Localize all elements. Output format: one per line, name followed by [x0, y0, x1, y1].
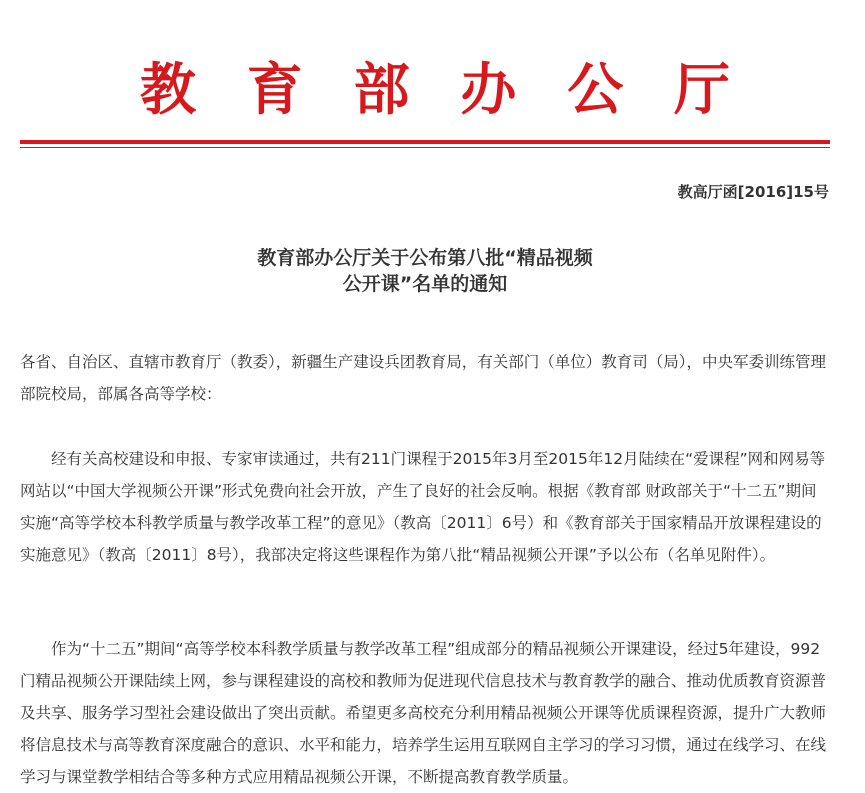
masthead-char: 育: [246, 57, 303, 123]
document-title-line-2: 公开课”名单的通知: [342, 273, 508, 295]
masthead-title: [140, 50, 730, 130]
body-paragraph: 经有关高校建设和申报、专家审读通过，共有211门课程于2015年3月至2015年12月陆续在“爱课程”网和网易等网站以“中国大学视频公开课”形式免费向社会开放，产生了良好的社会反响。根据《教育部 财政部关于“十二五”期间实施“高等学校本科教学质量与教学改革工程”的意见》（教高〔2011〕6号）和《教育部关于国家精品开放课程建设的实施意见》（教高〔2011〕8号），我部决定将这些课程作为第八批“精品视频公开课”予以公布（名单见附件）。: [20, 450, 826, 564]
masthead-char: 教: [140, 57, 196, 123]
masthead-divider-thin: [20, 147, 830, 148]
body-paragraph: 作为“十二五”期间“高等学校本科教学质量与教学改革工程”组成部分的精品视频公开课建设，经过5年建设，992门精品视频公开课陆续上网，参与课程建设的高校和教师为促进现代信息技术与教育教学的融合、推动优质教育资源普及共享、服务学习型社会建设做出了突出贡献。希望更多高校充分利用精品视频公开课等优质课程资源，提升广大教师将信息技术与高等教育深度融合的意识、水平和能力，培养学生运用互联网自主学习的学习习惯，通过在线学习、在线学习与课堂教学相结合等多种方式应用精品视频公开课，不断提高教育教学质量。: [20, 640, 827, 786]
masthead-char: 厅: [673, 57, 730, 123]
masthead: [0, 50, 865, 130]
masthead-divider-thick: [20, 140, 830, 144]
document-title-line-1: 教育部办公厅关于公布第八批“精品视频: [257, 247, 593, 269]
masthead-char: 办: [460, 57, 517, 123]
masthead-char: 公: [567, 57, 624, 123]
salutation: 各省、自治区、直辖市教育厅（教委），新疆生产建设兵团教育局，有关部门（单位）教育司（局），中央军委训练管理部院校局，部属各高等学校：: [20, 353, 827, 403]
document-number: 教高厅函[2016]15号: [677, 183, 829, 201]
masthead-char: 部: [353, 57, 410, 123]
document-title: [0, 245, 850, 297]
